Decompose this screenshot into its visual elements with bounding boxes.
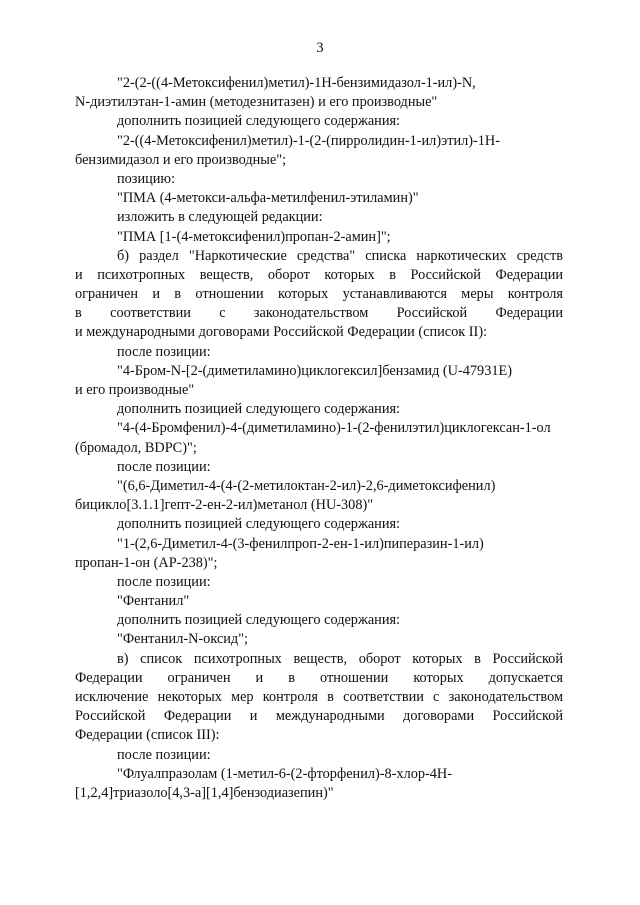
text-line: после позиции: [117, 458, 211, 475]
text-line: после позиции: [117, 343, 211, 360]
text-line: "2-(2-((4-Метоксифенил)метил)-1Н-бензимидазол-1-ил)-N, [117, 75, 476, 91]
text-line: "2-((4-Метоксифенил)метил)-1-(2-(пирролидин-1-ил)этил)-1Н- [117, 132, 500, 149]
text-line: [1,2,4]триазоло[4,3-а][1,4]бензодиазепин)" [75, 784, 334, 801]
text-line: б) раздел "Наркотические средства" списка наркотических средств [117, 247, 563, 264]
text-line: дополнить позицией следующего содержания: [117, 516, 401, 533]
text-line: Федерации ограничен и в отношении которых допускается [75, 669, 563, 686]
text-line: "ПМА [1-(4-метоксифенил)пропан-2-амин]"; [117, 228, 391, 245]
text-line: после позиции: [117, 746, 211, 763]
text-line: в соответствии с законодательством Российской Федерации [75, 305, 563, 322]
text-line: и его производные" [75, 382, 195, 398]
text-line: "1-(2,6-Диметил-4-(3-фенилпроп-2-ен-1-ил)пиперазин-1-ил) [117, 535, 484, 552]
text-line: "Фентанил" [117, 593, 190, 610]
text-line: "4-(4-Бромфенил)-4-(диметиламино)-1-(2-фенилэтил)циклогексан-1-ол [117, 420, 551, 437]
text-line: после позиции: [117, 573, 211, 590]
text-line: дополнить позицией следующего содержания: [117, 401, 401, 418]
text-line: "ПМА (4-метокси-альфа-метилфенил-этиламин)" [117, 190, 419, 207]
text-line: пропан-1-он (АР-238)"; [75, 554, 218, 571]
document-body [75, 74, 563, 803]
text-line: Российской Федерации и международными договорами Российской [75, 708, 563, 725]
text-line: позицию: [117, 170, 176, 187]
page-number: 3 [316, 40, 324, 56]
text-line: и психотропных веществ, оборот которых в Российской Федерации [75, 266, 563, 283]
text-line: дополнить позицией следующего содержания: [117, 612, 401, 629]
text-line: изложить в следующей редакции: [117, 209, 323, 226]
text-line: исключение некоторых мер контроля в соответствии с законодательством [75, 689, 563, 705]
text-line: дополнить позицией следующего содержания: [117, 113, 401, 130]
text-line: N-диэтилэтан-1-амин (методезнитазен) и его производные" [75, 94, 438, 111]
text-line: ограничен и в отношении которых устанавливаются меры контроля [75, 286, 563, 303]
text-line: бицикло[3.1.1]гепт-2-ен-2-ил)метанол (HU-308)" [75, 497, 374, 514]
text-line: "4-Бром-N-[2-(диметиламино)циклогексил]бензамид (U-47931E) [117, 362, 512, 379]
text-line: "(6,6-Диметил-4-(4-(2-метилоктан-2-ил)-2,6-диметоксифенил) [117, 477, 496, 494]
text-line: (бромадол, BDPC)"; [75, 439, 197, 456]
text-line: и международными договорами Российской Федерации (список II): [75, 324, 488, 341]
text-line: "Флуалпразолам (1-метил-6-(2-фторфенил)-8-хлор-4Н- [117, 765, 452, 782]
text-line: в) список психотропных веществ, оборот которых в Российской [117, 650, 563, 667]
text-line: Федерации (список III): [75, 727, 220, 744]
text-line: бензимидазол и его производные"; [75, 151, 287, 168]
text-line: "Фентанил-N-оксид"; [117, 631, 248, 648]
